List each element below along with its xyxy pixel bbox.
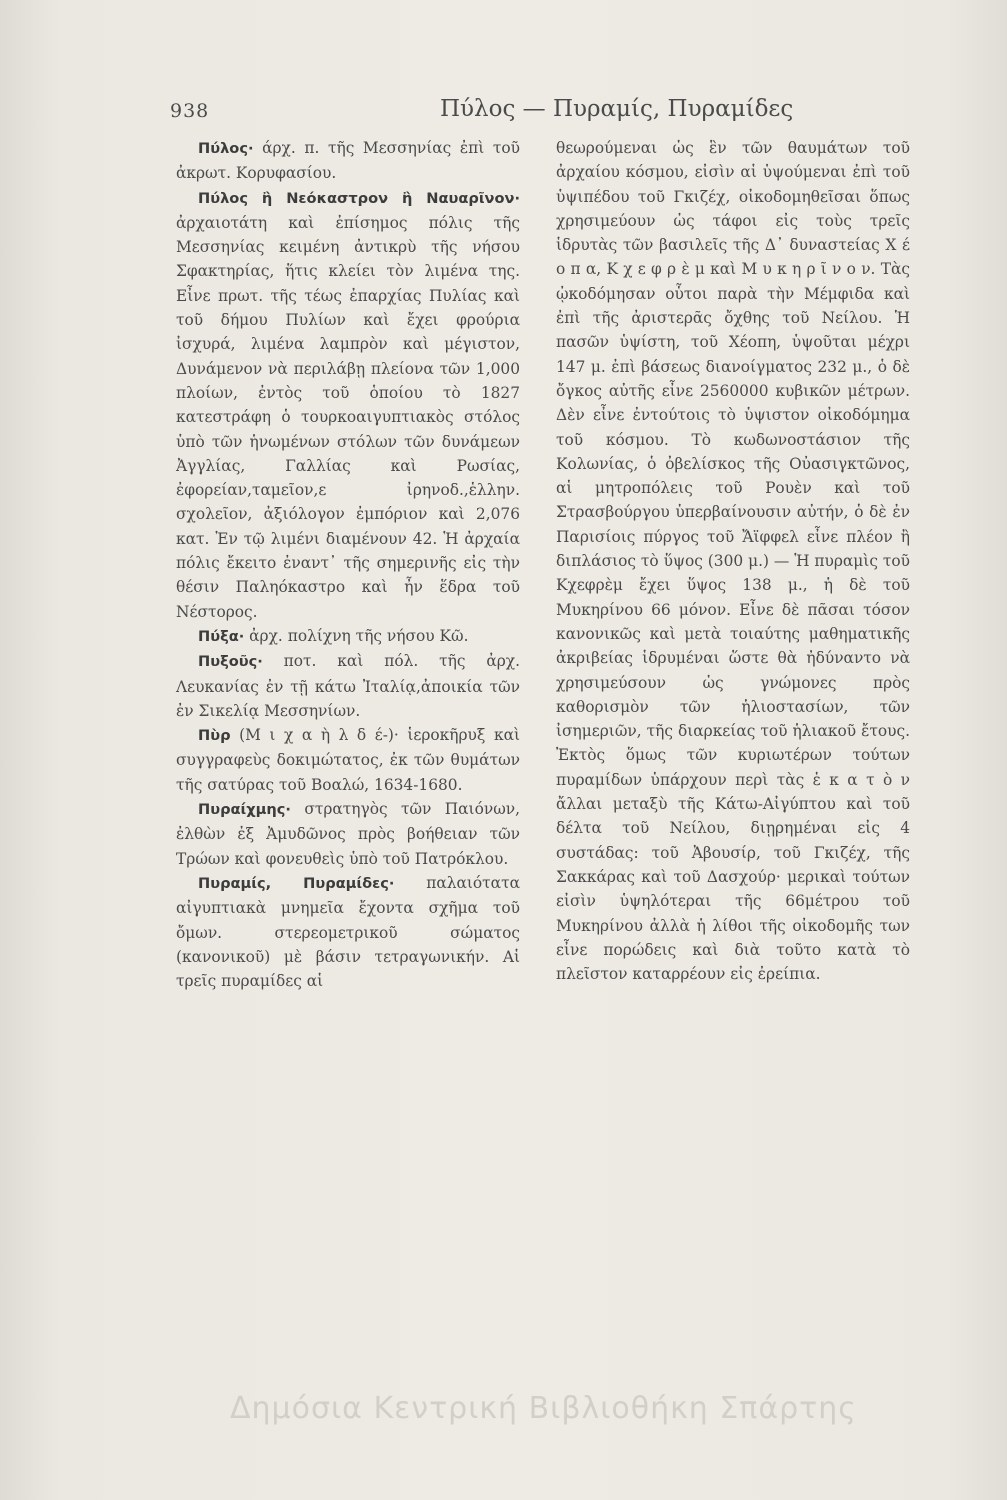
library-watermark: Δημόσια Κεντρική Βιβλιοθήκη Σπάρτης — [230, 1391, 857, 1426]
left-column — [176, 136, 520, 993]
entry-headword: Πύξα· — [198, 627, 245, 645]
entry — [176, 624, 520, 649]
entry-text: (Μ ι χ α ὴ λ δ έ-)· ἱεροκῆρυξ καὶ συγγραφεὺς δοκιμώτατος, ἐκ τῶν θυμάτων τῆς σατύρας τοῦ Βοαλώ, 1634-1680. — [176, 726, 520, 794]
entry-headword: Πυραμίς, Πυραμίδες· — [198, 874, 395, 892]
entry-text: παλαιότατα αἰγυπτιακὰ μνημεῖα ἔχοντα σχῆμα τοῦ ὄμων. στερεομετρικοῦ σώματος (κανονικοῦ) μὲ βάσιν τετραγωνικήν. Αἱ τρεῖς πυραμίδες αἱ — [176, 873, 520, 991]
entry-headword: Πύλος· — [198, 140, 254, 157]
entry — [176, 797, 520, 871]
entry-headword: Πυξοῦς· — [198, 653, 263, 671]
page-number: 938 — [170, 100, 210, 122]
entry-text: ἀρχαιοτάτη καὶ ἐπίσημος πόλις τῆς Μεσσηνίας κειμένη ἀντικρὺ τῆς νήσου Σφακτηρίας, ἥτις κλείει τὸν λιμένα της. Εἶνε πρωτ. τῆς τέως ἐπαρχίας Πυλίας καὶ τοῦ δήμου Πυλίων καὶ ἔχει φρούρια ἰσχυρά, λιμένα λαμπρὸν καὶ μέγιστον, Δυνάμενον νὰ περιλάβῃ πλείονα τῶν 1,000 πλοίων, ἐντὸς τοῦ ὁποίου τὸ 1827 κατεστράφη ὁ τουρκοαιγυπτιακὸς στόλος ὑπὸ τῶν ἡνωμένων στόλων τῶν δυνάμεων Ἀγγλίας, Γαλλίας καὶ Ρωσίας, ἐφορείαν,ταμεῖον,ε ἰρηνοδ.,ἑλλην. σχολεῖον, ἀξιόλογον ἐμπόριον καὶ 2,076 κατ. Ἐν τῷ λιμένι διαμένουν 42. Ἡ ἀρχαία πόλις ἔκειτο ἐναντ᾽ τῆς σημερινῆς εἰς τὴν θέσιν Παληόκαστρο καὶ ἦν ἕδρα τοῦ Νέστορος. — [176, 213, 520, 621]
entry-text: ἀρχ. πολίχνη τῆς νήσου Κῶ. — [244, 626, 469, 645]
entry-text: στρατηγὸς τῶν Παιόνων, ἐλθὼν ἐξ Ἀμυδῶνος πρὸς βοήθειαν τῶν Τρώων καὶ φονευθεὶς ὑπὸ τοῦ Πατρόκλου. — [176, 800, 520, 868]
entry-continuation: θεωρούμεναι ὡς ἓν τῶν θαυμάτων τοῦ ἀρχαίου κόσμου, εἰσὶν αἱ ὑψούμεναι ἐπὶ τοῦ ὑψιπέδου τοῦ Γκιζέχ, οἰκοδομηθεῖσαι ὅπως χρησιμεύουν ὡς τάφοι εἰς τοὺς τρεῖς ἱδρυτὰς τῶν βασιλεῖς τῆς Δ᾽ δυναστείας Χ έ ο π α, Κ χ ε φ ρ ὲ μ καὶ Μ υ κ η ρ ῖ ν ο ν. Τὰς ᾠκοδόμησαν οὗτοι παρὰ τὴν Μέμφιδα καὶ ἐπὶ τῆς ἀριστερᾶς ὄχθης τοῦ Νείλου. Ἡ πασῶν ὑψίστη, τοῦ Χέοπη, ὑψοῦται μέχρι 147 μ. ἐπὶ βάσεως διανοίγματος 232 μ., ὁ δὲ ὄγκος αὐτῆς εἶνε 2560000 κυβικῶν μέτρων. Δὲν εἶνε ἐντούτοις τὸ ὑψιστον οἰκοδόμημα τοῦ κόσμου. Τὸ κωδωνοστάσιον τῆς Κολωνίας, ὁ ὀβελίσκος τῆς Οὐασιγκτῶνος, αἱ μητροπόλεις τοῦ Ρουὲν καὶ τοῦ Στρασβούργου ὑπερβαίνουσιν αὐτήν, ὁ δὲ ἐν Παρισίοις πύργος τοῦ Ἄϊφφελ εἶνε πλέον ἢ διπλάσιος τὸ ὕψος (300 μ.) — Ἡ πυραμὶς τοῦ Κχεφρὲμ ἔχει ὕψος 138 μ., ἡ δὲ τοῦ Μυκηρίνου 66 μόνον. Εἶνε δὲ πᾶσαι τόσον κανονικῶς καὶ μετὰ τοιαύτης μαθηματικῆς ἀκριβείας ἱδρυμέναι ὥστε θὰ ἠδύναντο νὰ χρησιμεύσουν ὡς γνώμονες πρὸς καθορισμὸν τῶν ἡλιοστασίων, τῶν ἰσημεριῶν, τῆς διαρκείας τοῦ ἡλιακοῦ ἔτους. Ἐκτὸς ὅμως τῶν κυριωτέρων τούτων πυραμίδων ὑπάρχουν περὶ τὰς ἑ κ α τ ὸ ν ἄλλαι μεταξὺ τῆς Κάτω-Αἰγύπτου καὶ τοῦ δέλτα τοῦ Νείλου, διῃρημέναι εἰς 4 συστάδας: τοῦ Ἀβουσίρ, τοῦ Γκιζέχ, τῆς Σακκάρας καὶ τοῦ Δασχούρ· μερικαὶ τούτων εἰσὶν ὑψηλότεραι τῆς 66μέτρου τοῦ Μυκηρίνου ἀλλὰ ἡ λίθοι τῆς οἰκοδομῆς των εἶνε πορώδεις καὶ διὰ τοῦτο κατὰ τὸ πλεῖστον καταρρέουν εἰς ἐρείπια. — [556, 139, 910, 984]
entry-headword: Πυραίχμης· — [198, 801, 291, 819]
entry-headword: Πύλος ἢ Νεόκαστρον ἢ Ναυαρῖνον· — [198, 189, 520, 207]
entry-headword: Πὺρ — [198, 727, 231, 745]
entry — [176, 723, 520, 797]
entry-text: ποτ. καὶ πόλ. τῆς ἀρχ. Λευκανίας ἐν τῇ κάτω Ἰταλίᾳ,ἀποικία τῶν ἐν Σικελίᾳ Μεσσηνίων. — [176, 652, 520, 720]
entry — [176, 649, 520, 723]
right-column — [556, 136, 910, 986]
running-title: Πύλος — Πυραμίς, Πυραμίδες — [440, 96, 794, 122]
entry-text: άρχ. π. τῆς Μεσσηνίας ἐπὶ τοῦ ἀκρωτ. Κορυφασίου. — [176, 139, 520, 183]
entry — [176, 186, 520, 624]
entry — [176, 136, 520, 186]
entry — [176, 871, 520, 993]
